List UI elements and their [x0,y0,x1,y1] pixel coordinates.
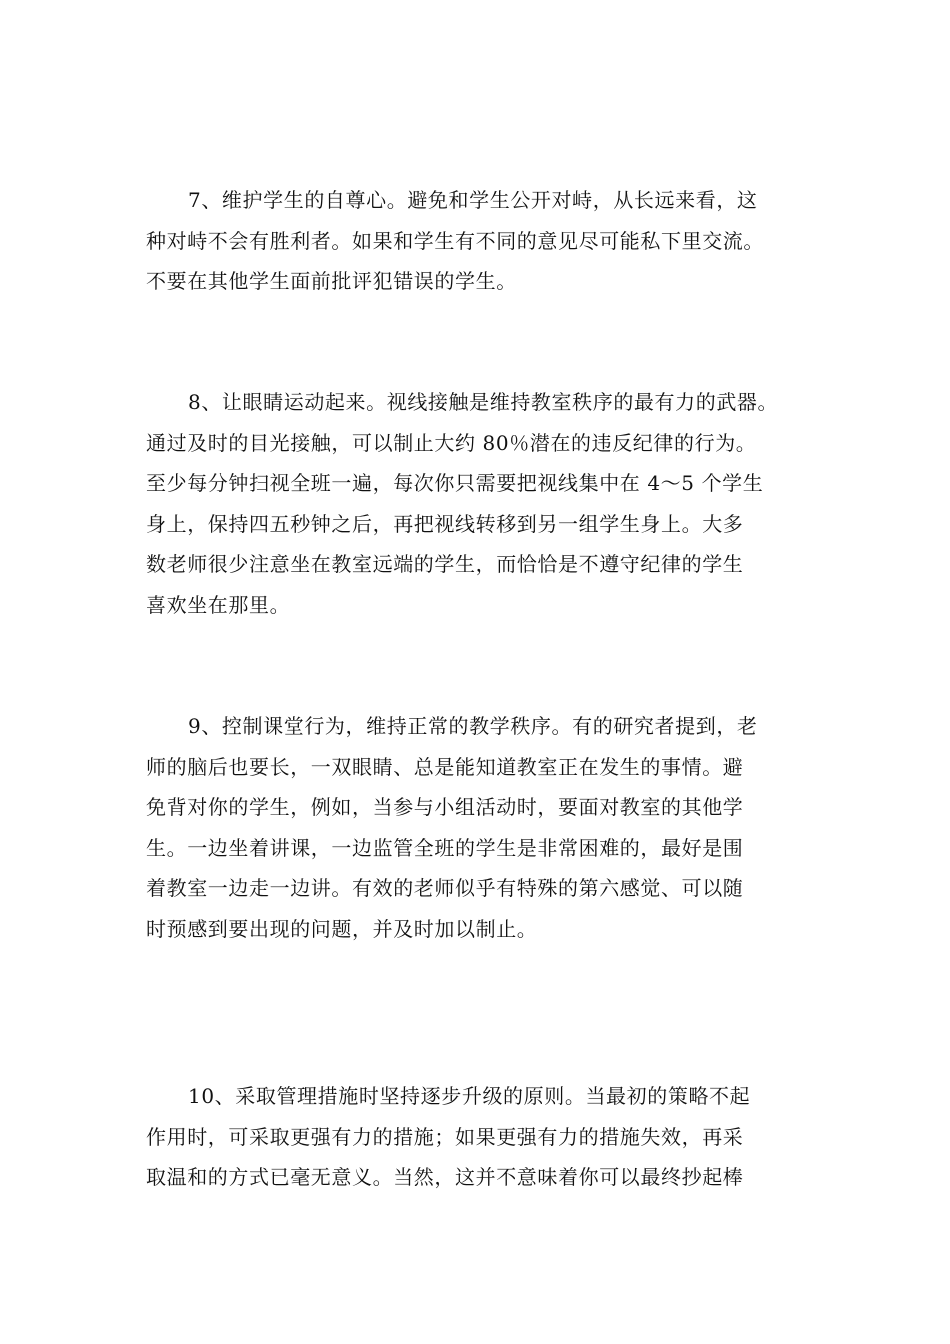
text-line: 取温和的方式已毫无意义。当然，这并不意味着你可以最终抄起棒 [146,1165,744,1189]
text-line: 种对峙不会有胜利者。如果和学生有不同的意见尽可能私下里交流。 [146,228,764,253]
paragraph-7 [146,180,810,302]
text-line: 生。一边坐着讲课，一边监管全班的学生是非常困难的，最好是围 [146,835,744,860]
text-line: 着教室一边走一边讲。有效的老师似乎有特殊的第六感觉、可以随 [146,876,744,900]
text-line: 喜欢坐在那里。 [146,592,291,617]
text-line: 9、控制课堂行为，维持正常的教学秩序。有的研究者提到，老 [188,714,758,738]
text-line: 时预感到要出现的问题，并及时加以制止。 [146,916,538,941]
paragraph-8 [146,382,810,625]
text-line: 通过及时的目光接触，可以制止大约 80％潜在的违反纪律的行为。 [146,430,757,455]
text-line: 10、采取管理措施时坚持逐步升级的原则。当最初的策略不起 [188,1084,751,1108]
text-line: 免背对你的学生，例如，当参与小组活动时，要面对教室的其他学 [146,795,744,819]
paragraph-9 [146,706,810,949]
text-line: 作用时，可采取更强有力的措施；如果更强有力的措施失效，再采 [146,1124,744,1149]
paragraph-10 [146,1076,810,1198]
text-line: 至少每分钟扫视全班一遍，每次你只需要把视线集中在 4～5 个学生 [146,471,764,495]
text-line: 身上，保持四五秒钟之后，再把视线转移到另一组学生身上。大多 [146,511,744,536]
text-line: 7、维护学生的自尊心。避免和学生公开对峙，从长远来看，这 [188,188,758,212]
text-line: 数老师很少注意坐在教室远端的学生，而恰恰是不遵守纪律的学生 [146,552,744,576]
text-line: 师的脑后也要长，一双眼睛、总是能知道教室正在发生的事情。避 [146,754,744,779]
text-line: 不要在其他学生面前批评犯错误的学生。 [146,269,517,293]
text-line: 8、让眼睛运动起来。视线接触是维持教室秩序的最有力的武器。 [188,390,779,414]
